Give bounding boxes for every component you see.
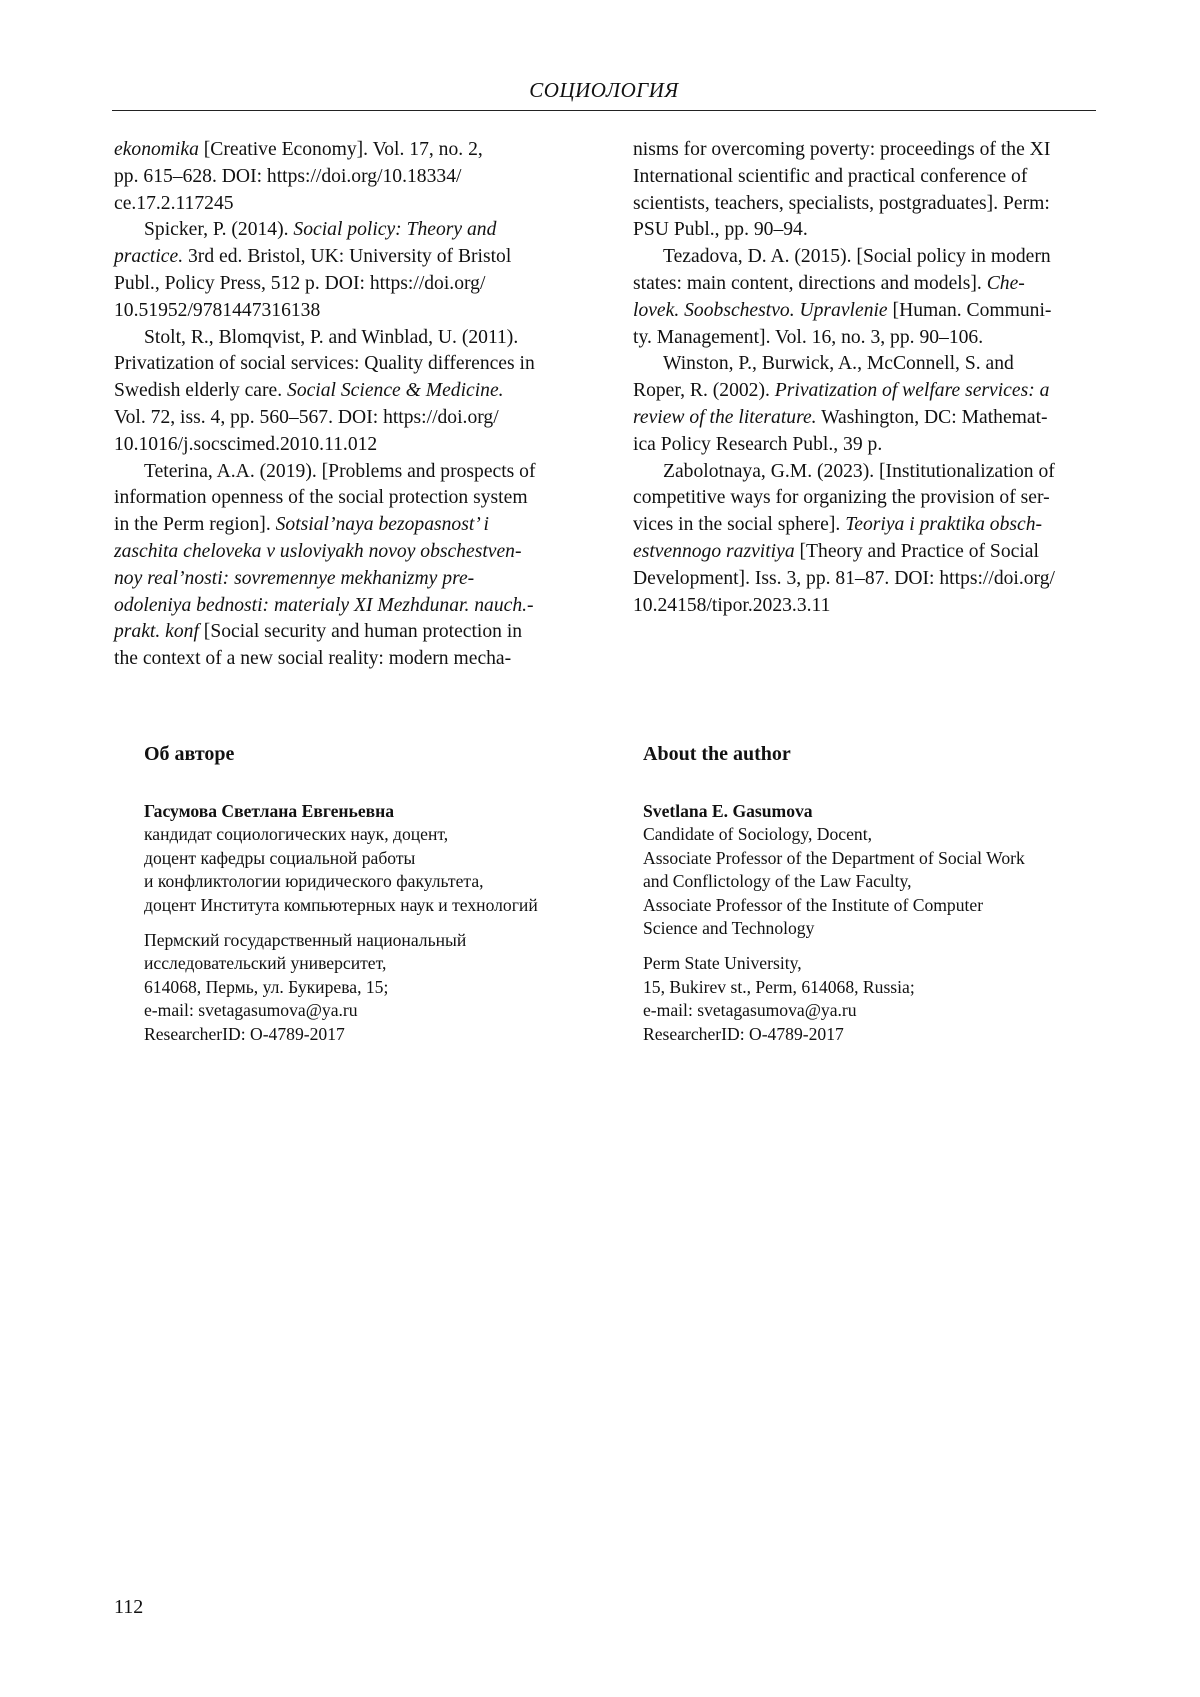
reference-line <box>114 164 576 191</box>
reference-italic-segment: review of the literature. <box>633 406 817 428</box>
references-left-column <box>114 137 576 673</box>
reference-line <box>114 485 576 512</box>
reference-line <box>633 593 1095 620</box>
reference-line <box>633 566 1095 593</box>
reference-line <box>114 271 576 298</box>
reference-segment: Winston, P., Burwick, A., McConnell, S. and <box>663 353 1014 375</box>
reference-italic-segment: lovek. Soobschestvo. Upravlenie <box>633 299 888 321</box>
reference-line <box>633 164 1095 191</box>
reference-italic-segment: zaschita cheloveka v usloviyakh novoy obschestven- <box>114 540 522 562</box>
reference-line <box>633 137 1095 164</box>
researcher-id-en: ResearcherID: O-4789-2017 <box>643 1023 844 1044</box>
reference-line <box>114 619 576 646</box>
reference-segment: Teterina, A.A. (2019). [Problems and prospects of <box>144 460 536 482</box>
reference-segment: 10.24158/tipor.2023.3.11 <box>633 594 831 616</box>
reference-segment: 3rd ed. Bristol, UK: University of Bristol <box>183 246 512 268</box>
reference-segment: Stolt, R., Blomqvist, P. and Winblad, U. (2011). <box>144 326 519 348</box>
affiliation-line: Perm State University, <box>643 953 802 974</box>
reference-italic-segment: Che- <box>986 272 1025 294</box>
reference-italic-segment: odoleniya bednosti: materialy XI Mezhdunar. nauch.- <box>114 594 534 616</box>
reference-segment: [Creative Economy]. Vol. 17, no. 2, <box>198 139 483 160</box>
reference-line <box>633 217 1095 244</box>
reference-line <box>633 432 1095 459</box>
reference-segment: Washington, DC: Mathemat- <box>816 406 1048 428</box>
author-position-ru <box>144 823 614 917</box>
reference-line <box>633 271 1095 298</box>
author-name-en: Svetlana E. Gasumova <box>643 801 813 821</box>
reference-segment: pp. 615–628. DOI: https://doi.org/10.18334/ <box>114 165 462 187</box>
reference-segment: in the Perm region]. <box>114 514 276 536</box>
reference-line <box>114 298 576 325</box>
reference-line <box>633 459 1095 486</box>
reference-line <box>633 485 1095 512</box>
reference-segment: 10.51952/9781447316138 <box>114 299 321 321</box>
reference-line <box>114 244 576 271</box>
reference-line <box>114 217 576 244</box>
reference-segment: information openness of the social protection system <box>114 487 528 509</box>
reference-segment: Zabolotnaya, G.M. (2023). [Institutionalization of <box>663 460 1055 482</box>
reference-line <box>633 191 1095 218</box>
reference-segment: Tezadova, D. A. (2015). [Social policy in modern <box>663 246 1051 268</box>
running-title: СОЦИОЛОГИЯ <box>529 78 679 102</box>
position-line: and Conflictology of the Law Faculty, <box>643 871 912 892</box>
about-heading-ru: Об авторе <box>144 743 235 765</box>
reference-line <box>114 405 576 432</box>
reference-line <box>114 539 576 566</box>
affiliation-line: Пермский государственный национальный <box>144 930 467 951</box>
affiliation-line: исследовательский университет, <box>144 953 387 974</box>
reference-segment: 10.1016/j.socscimed.2010.11.012 <box>114 433 378 455</box>
reference-italic-segment: estvennogo razvitiya <box>633 540 795 562</box>
reference-segment: Vol. 72, iss. 4, pp. 560–567. DOI: https://doi.org/ <box>114 406 499 428</box>
reference-line <box>114 593 576 620</box>
reference-segment: states: main content, directions and models]. <box>633 272 987 294</box>
author-name-ru: Гасумова Светлана Евгеньевна <box>144 801 395 821</box>
reference-segment: competitive ways for organizing the provision of ser- <box>633 487 1050 509</box>
reference-line <box>114 646 576 673</box>
about-author-en <box>643 742 1113 1046</box>
reference-segment: International scientific and practical conference of <box>633 165 1028 187</box>
position-line: Candidate of Sociology, Docent, <box>643 824 872 845</box>
affiliation-line: 15, Bukirev st., Perm, 614068, Russia; <box>643 976 915 997</box>
reference-line <box>114 566 576 593</box>
author-email-ru: e-mail: svetagasumova@ya.ru <box>144 1000 358 1021</box>
reference-line <box>633 244 1095 271</box>
reference-segment: Spicker, P. (2014). <box>144 219 294 241</box>
reference-italic-segment: noy real’nosti: sovremennye mekhanizmy pre- <box>114 567 475 589</box>
about-author-ru <box>144 742 614 1046</box>
author-position-en <box>643 823 1113 940</box>
reference-segment: scientists, teachers, specialists, postgraduates]. Perm: <box>633 192 1050 214</box>
reference-segment: [Social security and human protection in <box>198 621 523 643</box>
researcher-id-ru: ResearcherID: O-4789-2017 <box>144 1023 345 1044</box>
reference-segment: Swedish elderly care. <box>114 380 288 402</box>
reference-line <box>633 378 1095 405</box>
reference-line <box>114 512 576 539</box>
position-line: Science and Technology <box>643 918 815 939</box>
position-line: Associate Professor of the Department of Social Work <box>643 847 1025 868</box>
reference-segment: nisms for overcoming poverty: proceedings of the XI <box>633 139 1051 160</box>
references-right-column <box>633 137 1095 619</box>
reference-line <box>633 325 1095 352</box>
reference-italic-segment: Sotsial’naya bezopasnost’ i <box>275 514 489 536</box>
reference-line <box>633 405 1095 432</box>
reference-line <box>114 325 576 352</box>
position-line: кандидат социологических наук, доцент, <box>144 824 449 845</box>
reference-segment: Roper, R. (2002). <box>633 380 775 402</box>
reference-italic-segment: practice. <box>114 246 184 268</box>
reference-line <box>633 298 1095 325</box>
affiliation-line: 614068, Пермь, ул. Букирева, 15; <box>144 976 389 997</box>
reference-line <box>114 432 576 459</box>
reference-segment: ce.17.2.117245 <box>114 192 234 214</box>
reference-segment: PSU Publ., pp. 90–94. <box>633 219 808 241</box>
reference-line <box>633 512 1095 539</box>
reference-italic-segment: prakt. konf <box>114 621 199 643</box>
reference-line <box>633 351 1095 378</box>
reference-segment: [Human. Communi- <box>887 299 1052 321</box>
author-affiliation-en <box>643 952 1113 1046</box>
author-email-en: e-mail: svetagasumova@ya.ru <box>643 1000 857 1021</box>
reference-segment: ica Policy Research Publ., 39 p. <box>633 433 883 455</box>
position-line: доцент Института компьютерных наук и технологий <box>144 894 538 915</box>
reference-segment: Publ., Policy Press, 512 p. DOI: https://doi.org/ <box>114 272 486 294</box>
reference-line <box>114 191 576 218</box>
author-affiliation-ru <box>144 929 614 1046</box>
reference-line <box>114 378 576 405</box>
page-number: 112 <box>114 1596 144 1618</box>
header-rule <box>112 110 1096 111</box>
reference-segment: Privatization of social services: Quality differences in <box>114 353 535 375</box>
reference-line <box>114 459 576 486</box>
reference-italic-segment: Privatization of welfare services: a <box>774 380 1050 402</box>
reference-italic-segment: Social Science & Medicine. <box>287 380 504 402</box>
reference-line <box>633 539 1095 566</box>
reference-segment: Development]. Iss. 3, pp. 81–87. DOI: https://doi.org/ <box>633 567 1055 589</box>
reference-italic-segment: ekonomika <box>114 139 199 160</box>
position-line: Associate Professor of the Institute of Computer <box>643 894 984 915</box>
reference-italic-segment: Teoriya i praktika obsch- <box>845 514 1043 536</box>
reference-segment: ty. Management]. Vol. 16, no. 3, pp. 90–106. <box>633 326 984 348</box>
position-line: и конфликтологии юридического факультета, <box>144 871 484 892</box>
reference-segment: [Theory and Practice of Social <box>794 540 1039 562</box>
reference-line <box>114 137 576 164</box>
reference-line <box>114 351 576 378</box>
position-line: доцент кафедры социальной работы <box>144 847 416 868</box>
about-heading-en: About the author <box>643 743 791 765</box>
reference-segment: the context of a new social reality: modern mecha- <box>114 648 512 670</box>
reference-italic-segment: Social policy: Theory and <box>293 219 497 241</box>
reference-segment: vices in the social sphere]. <box>633 514 846 536</box>
